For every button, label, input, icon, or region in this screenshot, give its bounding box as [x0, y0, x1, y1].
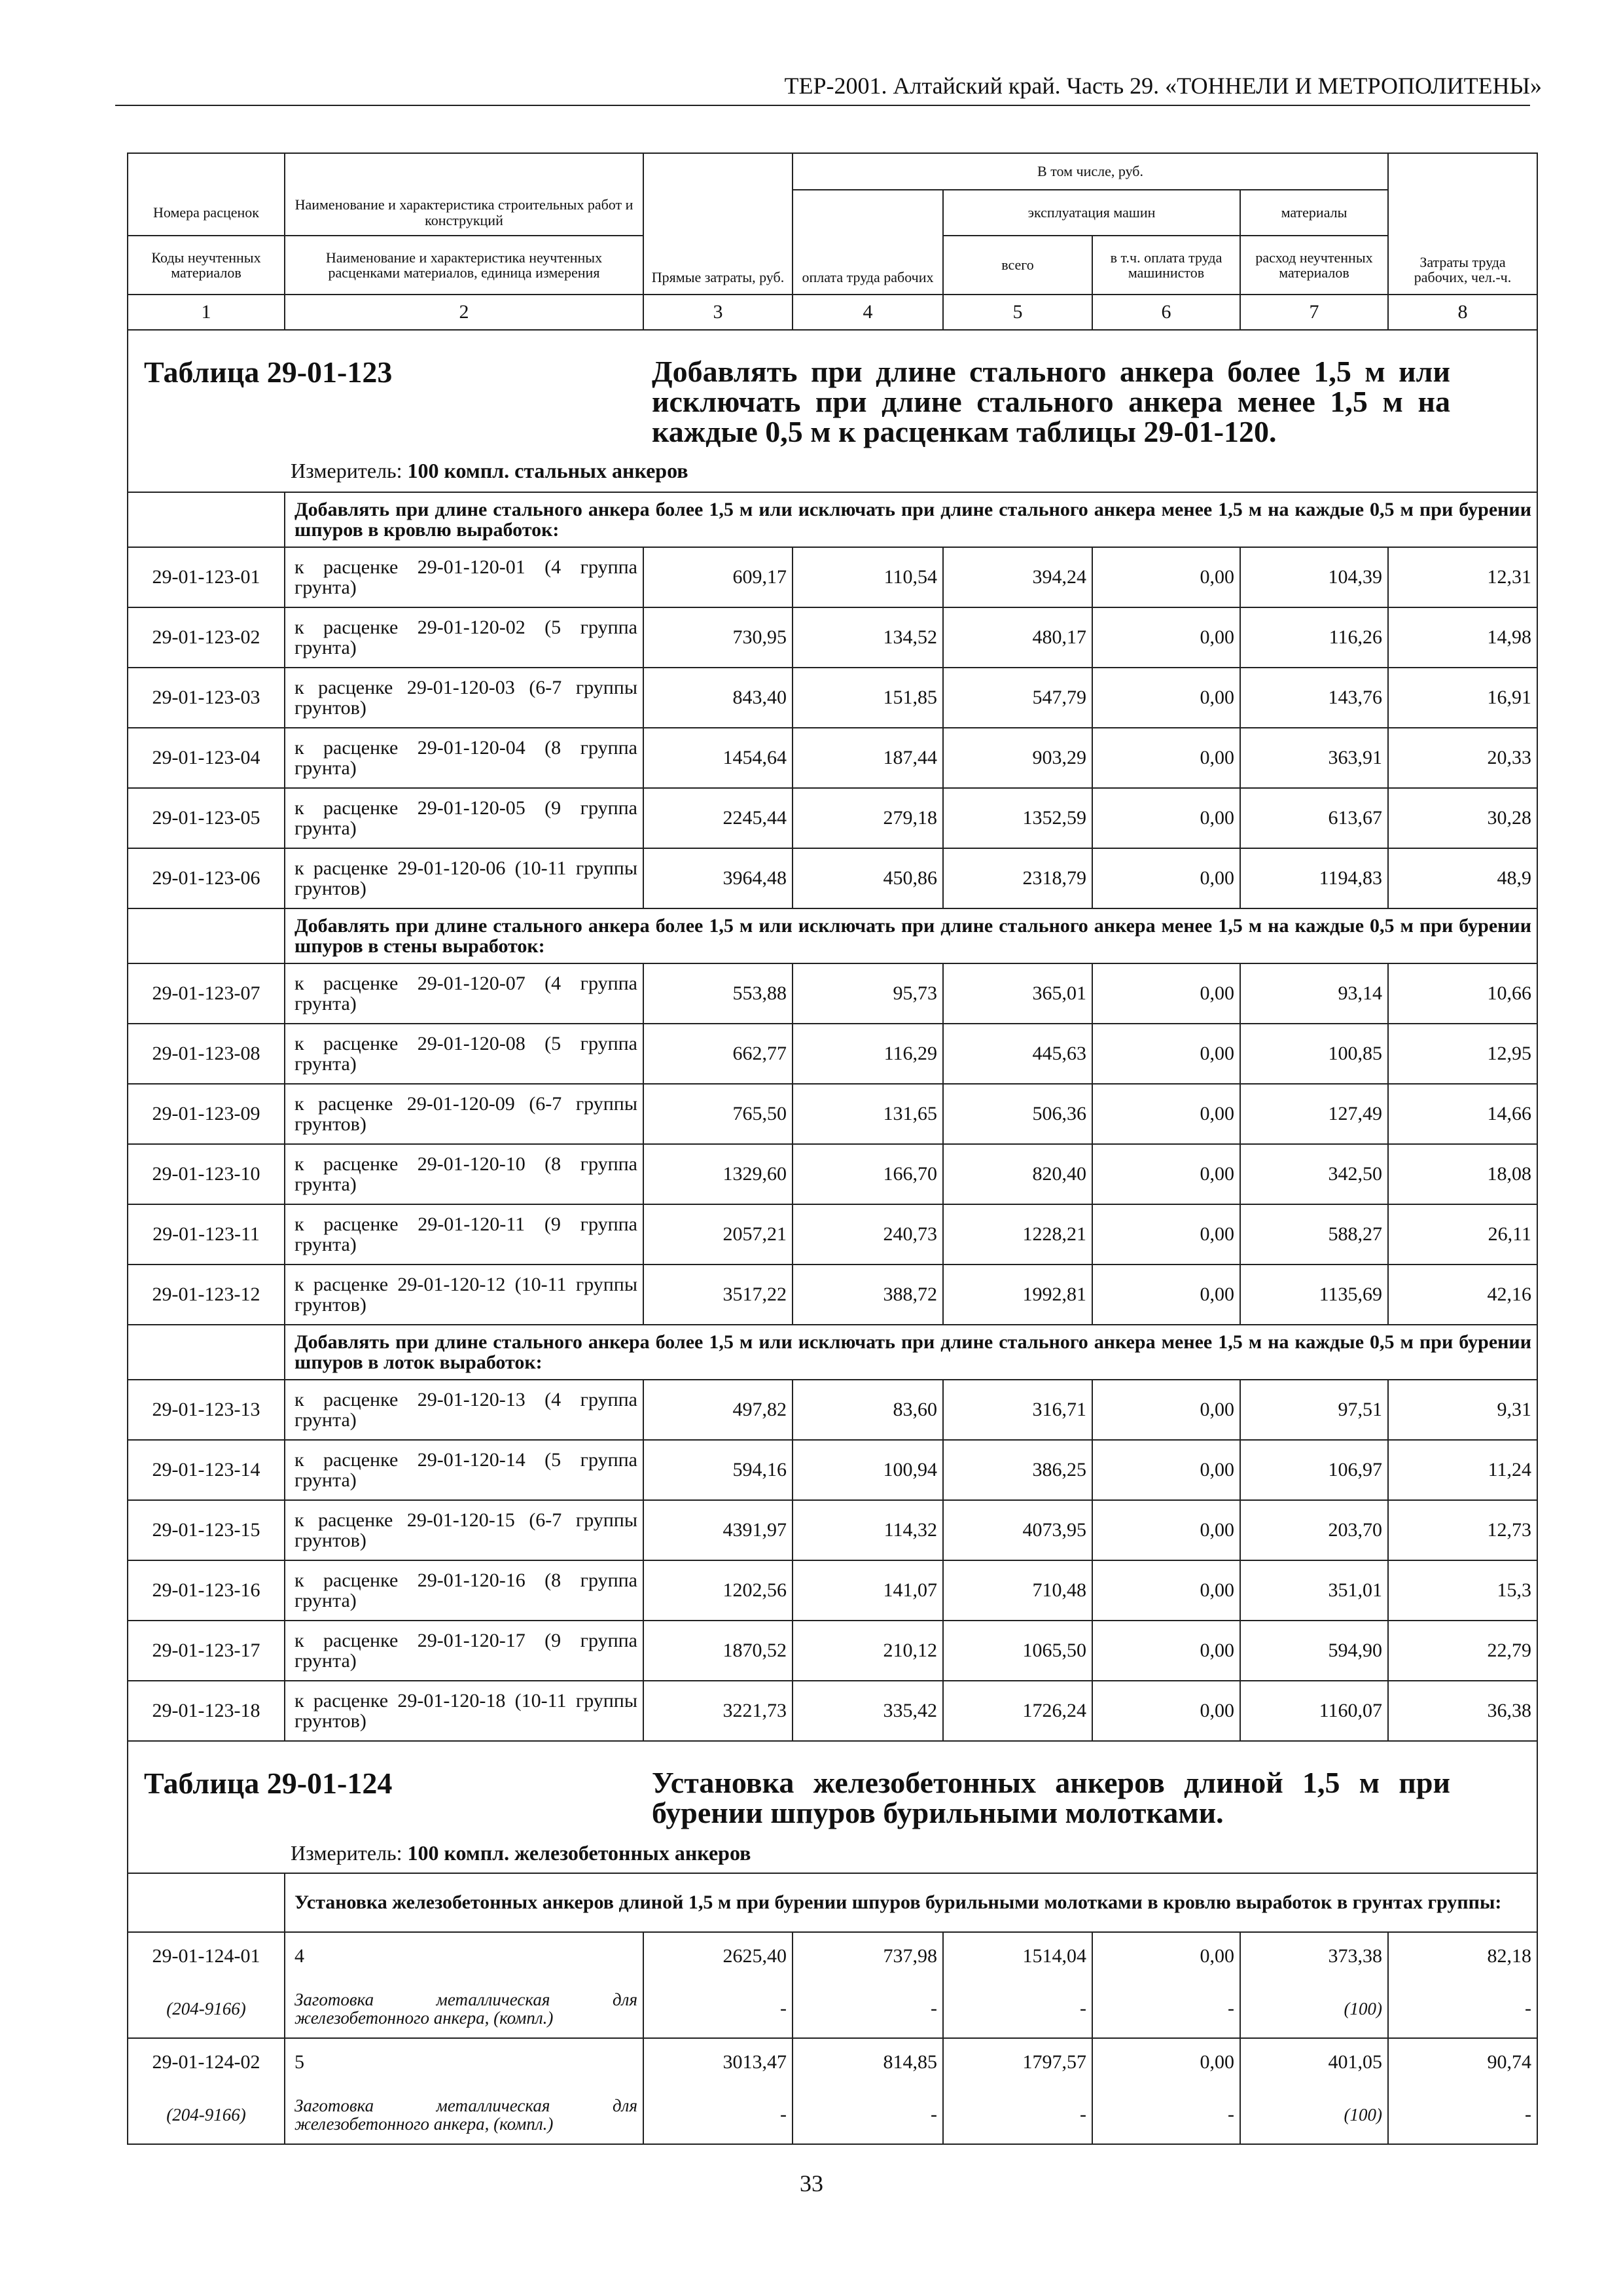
worker-wages: 210,12 [793, 1621, 943, 1681]
operator-wages: 0,00 [1092, 1144, 1240, 1204]
table-row [128, 1144, 1537, 1204]
material-code: (204-9166) [128, 1980, 285, 2038]
machines-total: 903,29 [943, 728, 1092, 788]
rate-code: 29-01-123-01 [128, 547, 285, 607]
machines-total: 1352,59 [943, 788, 1092, 848]
operator-wages: 0,00 [1092, 1560, 1240, 1621]
direct-costs: 497,82 [643, 1380, 793, 1440]
materials-cost: 93,14 [1240, 963, 1388, 1024]
price-table [127, 152, 1538, 2145]
table-row [128, 1681, 1537, 1741]
table-id: Таблица 29-01-123 [144, 355, 393, 389]
rate-code: 29-01-123-07 [128, 963, 285, 1024]
operator-wages: 0,00 [1092, 1500, 1240, 1560]
labor-hours: 15,3 [1388, 1560, 1537, 1621]
rate-name: к расценке 29-01-120-08 (5 группа грунта) [285, 1024, 643, 1084]
materials-cost: 97,51 [1240, 1380, 1388, 1440]
rate-code: 29-01-123-14 [128, 1440, 285, 1500]
operator-wages: 0,00 [1092, 1440, 1240, 1500]
rate-name: к расценке 29-01-120-07 (4 группа грунта) [285, 963, 643, 1024]
col-number: 5 [943, 295, 1092, 330]
labor-hours: 36,38 [1388, 1681, 1537, 1741]
direct-costs: 609,17 [643, 547, 793, 607]
material-quantity: (100) [1240, 1980, 1388, 2038]
worker-wages: 335,42 [793, 1681, 943, 1741]
labor-hours: 12,31 [1388, 547, 1537, 607]
materials-cost: 104,39 [1240, 547, 1388, 607]
direct-costs: 662,77 [643, 1024, 793, 1084]
table-row [128, 1024, 1537, 1084]
rate-code: 29-01-123-02 [128, 607, 285, 668]
machines-total: 2318,79 [943, 848, 1092, 908]
labor-hours: 42,16 [1388, 1265, 1537, 1325]
rate-code: 29-01-123-16 [128, 1560, 285, 1621]
material-direct: - [643, 2086, 793, 2144]
section-row [128, 908, 1537, 963]
worker-wages: 95,73 [793, 963, 943, 1024]
material-code: (204-9166) [128, 2086, 285, 2144]
rate-name: к расценке 29-01-120-09 (6-7 группы грунтов) [285, 1084, 643, 1144]
operator-wages: 0,00 [1092, 1621, 1240, 1681]
worker-wages: 187,44 [793, 728, 943, 788]
table-row [128, 607, 1537, 668]
col-direct-costs: Прямые затраты, руб. [643, 153, 793, 295]
material-operators: - [1092, 2086, 1240, 2144]
col-machines-total: всего [943, 236, 1092, 295]
material-operators: - [1092, 1980, 1240, 2038]
labor-hours: 12,95 [1388, 1024, 1537, 1084]
rate-name: 5 [285, 2038, 643, 2086]
direct-costs: 1329,60 [643, 1144, 793, 1204]
material-name: Заготовка металлическая для железобетонного анкера, (компл.) [285, 2086, 643, 2144]
section-title: Добавлять при длине стального анкера более 1,5 м или исключать при длине стального анкера менее 1,5 м на каждые 0,5 м при бурении шпуров в стены выработок: [285, 908, 1537, 963]
machines-total: 1992,81 [943, 1265, 1092, 1325]
machines-total: 480,17 [943, 607, 1092, 668]
rate-name: к расценке 29-01-120-01 (4 группа грунта) [285, 547, 643, 607]
machines-total: 1797,57 [943, 2038, 1092, 2086]
measure-value: 100 компл. стальных анкеров [407, 459, 688, 482]
rate-code: 29-01-123-04 [128, 728, 285, 788]
table-row [128, 547, 1537, 607]
labor-hours: 11,24 [1388, 1440, 1537, 1500]
col-number: 8 [1388, 295, 1537, 330]
direct-costs: 553,88 [643, 963, 793, 1024]
operator-wages: 0,00 [1092, 728, 1240, 788]
materials-cost: 401,05 [1240, 2038, 1388, 2086]
measure-label: Измеритель: [291, 459, 402, 482]
materials-cost: 613,67 [1240, 788, 1388, 848]
col-number: 6 [1092, 295, 1240, 330]
worker-wages: 240,73 [793, 1204, 943, 1265]
materials-cost: 100,85 [1240, 1024, 1388, 1084]
section-title: Установка железобетонных анкеров длиной 1,5 м при бурении шпуров бурильными молотками в кровлю выработок в грунтах группы: [285, 1873, 1537, 1932]
worker-wages: 450,86 [793, 848, 943, 908]
col-number: 2 [285, 295, 643, 330]
worker-wages: 131,65 [793, 1084, 943, 1144]
direct-costs: 3221,73 [643, 1681, 793, 1741]
worker-wages: 737,98 [793, 1932, 943, 1980]
material-name: Заготовка металлическая для железобетонного анкера, (компл.) [285, 1980, 643, 2038]
measure-value: 100 компл. железобетонных анкеров [407, 1841, 751, 1865]
direct-costs: 3964,48 [643, 848, 793, 908]
worker-wages: 814,85 [793, 2038, 943, 2086]
rate-code: 29-01-123-18 [128, 1681, 285, 1741]
table-title-row [128, 330, 1537, 492]
operator-wages: 0,00 [1092, 788, 1240, 848]
direct-costs: 843,40 [643, 668, 793, 728]
labor-hours: 30,28 [1388, 788, 1537, 848]
col-name-bottom: Наименование и характеристика неучтенных расценками материалов, единица измерения [285, 236, 643, 295]
direct-costs: 730,95 [643, 607, 793, 668]
table-row [128, 2038, 1537, 2086]
labor-hours: 12,73 [1388, 1500, 1537, 1560]
rate-code: 29-01-123-15 [128, 1500, 285, 1560]
rate-code: 29-01-123-12 [128, 1265, 285, 1325]
measure-label: Измеритель: [291, 1841, 402, 1865]
worker-wages: 100,94 [793, 1440, 943, 1500]
labor-hours: 22,79 [1388, 1621, 1537, 1681]
col-number: 3 [643, 295, 793, 330]
table-row [128, 1500, 1537, 1560]
materials-cost: 127,49 [1240, 1084, 1388, 1144]
table-row [128, 668, 1537, 728]
machines-total: 1228,21 [943, 1204, 1092, 1265]
rate-code: 29-01-123-10 [128, 1144, 285, 1204]
machines-total: 365,01 [943, 963, 1092, 1024]
labor-hours: 14,66 [1388, 1084, 1537, 1144]
material-row [128, 2086, 1537, 2144]
material-machines: - [943, 1980, 1092, 2038]
direct-costs: 1454,64 [643, 728, 793, 788]
rate-name: к расценке 29-01-120-12 (10-11 группы грунтов) [285, 1265, 643, 1325]
materials-cost: 143,76 [1240, 668, 1388, 728]
col-including: В том числе, руб. [793, 153, 1388, 190]
rate-name: к расценке 29-01-120-17 (9 группа грунта) [285, 1621, 643, 1681]
materials-cost: 203,70 [1240, 1500, 1388, 1560]
direct-costs: 3013,47 [643, 2038, 793, 2086]
machines-total: 394,24 [943, 547, 1092, 607]
table-row [128, 1084, 1537, 1144]
labor-hours: 10,66 [1388, 963, 1537, 1024]
machines-total: 1514,04 [943, 1932, 1092, 1980]
machines-total: 4073,95 [943, 1500, 1092, 1560]
table-row [128, 848, 1537, 908]
table-row [128, 1560, 1537, 1621]
worker-wages: 116,29 [793, 1024, 943, 1084]
material-direct: - [643, 1980, 793, 2038]
measure-unit [291, 460, 688, 482]
rate-name: к расценке 29-01-120-04 (8 группа грунта) [285, 728, 643, 788]
machines-total: 1065,50 [943, 1621, 1092, 1681]
materials-cost: 1160,07 [1240, 1681, 1388, 1741]
measure-unit [291, 1842, 751, 1865]
direct-costs: 4391,97 [643, 1500, 793, 1560]
table-row [128, 963, 1537, 1024]
materials-cost: 106,97 [1240, 1440, 1388, 1500]
rate-name: к расценке 29-01-120-02 (5 группа грунта) [285, 607, 643, 668]
material-wages: - [793, 2086, 943, 2144]
rate-code: 29-01-123-03 [128, 668, 285, 728]
header-rule [115, 105, 1530, 106]
material-row [128, 1980, 1537, 2038]
direct-costs: 2057,21 [643, 1204, 793, 1265]
col-code-bottom: Коды неучтенных материалов [128, 236, 285, 295]
col-number: 4 [793, 295, 943, 330]
col-labor-costs: Затраты труда рабочих, чел.-ч. [1388, 153, 1537, 295]
machines-total: 710,48 [943, 1560, 1092, 1621]
machines-total: 445,63 [943, 1024, 1092, 1084]
worker-wages: 388,72 [793, 1265, 943, 1325]
machines-total: 1726,24 [943, 1681, 1092, 1741]
materials-cost: 363,91 [1240, 728, 1388, 788]
labor-hours: 18,08 [1388, 1144, 1537, 1204]
material-machines: - [943, 2086, 1092, 2144]
materials-cost: 351,01 [1240, 1560, 1388, 1621]
table-row [128, 1440, 1537, 1500]
labor-hours: 48,9 [1388, 848, 1537, 908]
worker-wages: 114,32 [793, 1500, 943, 1560]
rate-name: к расценке 29-01-120-10 (8 группа грунта) [285, 1144, 643, 1204]
rate-name: к расценке 29-01-120-03 (6-7 группы грунтов) [285, 668, 643, 728]
rate-name: к расценке 29-01-120-18 (10-11 группы грунтов) [285, 1681, 643, 1741]
rate-code: 29-01-123-08 [128, 1024, 285, 1084]
table-row [128, 1932, 1537, 1980]
rate-name: к расценке 29-01-120-05 (9 группа грунта) [285, 788, 643, 848]
rate-code: 29-01-123-09 [128, 1084, 285, 1144]
table-id: Таблица 29-01-124 [144, 1767, 393, 1800]
table-title: Добавлять при длине стального анкера более 1,5 м или исключать при длине стального анкера менее 1,5 м на каждые 0,5 м к расценкам таблицы 29-01-120. [652, 355, 1450, 448]
worker-wages: 166,70 [793, 1144, 943, 1204]
col-operator-wages: в т.ч. оплата труда машинистов [1092, 236, 1240, 295]
materials-cost: 594,90 [1240, 1621, 1388, 1681]
table-row [128, 788, 1537, 848]
worker-wages: 279,18 [793, 788, 943, 848]
rate-name: к расценке 29-01-120-16 (8 группа грунта) [285, 1560, 643, 1621]
material-wages: - [793, 1980, 943, 2038]
labor-hours: 26,11 [1388, 1204, 1537, 1265]
direct-costs: 1202,56 [643, 1560, 793, 1621]
section-row [128, 1873, 1537, 1932]
col-material-use: расход неучтенных материалов [1240, 236, 1388, 295]
rate-name: 4 [285, 1932, 643, 1980]
operator-wages: 0,00 [1092, 547, 1240, 607]
labor-hours: 90,74 [1388, 2038, 1537, 2086]
rate-code: 29-01-123-05 [128, 788, 285, 848]
direct-costs: 2625,40 [643, 1932, 793, 1980]
col-name-top: Наименование и характеристика строительных работ и конструкций [285, 190, 643, 236]
rate-name: к расценке 29-01-120-14 (5 группа грунта) [285, 1440, 643, 1500]
labor-hours: 82,18 [1388, 1932, 1537, 1980]
col-number: 7 [1240, 295, 1388, 330]
col-code-top: Номера расценок [128, 190, 285, 236]
col-name-top-spacer [285, 153, 643, 190]
worker-wages: 110,54 [793, 547, 943, 607]
rate-code: 29-01-123-17 [128, 1621, 285, 1681]
rate-name: к расценке 29-01-120-06 (10-11 группы грунтов) [285, 848, 643, 908]
operator-wages: 0,00 [1092, 1204, 1240, 1265]
material-quantity: (100) [1240, 2086, 1388, 2144]
direct-costs: 594,16 [643, 1440, 793, 1500]
material-labor: - [1388, 1980, 1537, 2038]
rate-code: 29-01-124-02 [128, 2038, 285, 2086]
material-labor: - [1388, 2086, 1537, 2144]
worker-wages: 141,07 [793, 1560, 943, 1621]
operator-wages: 0,00 [1092, 1265, 1240, 1325]
materials-cost: 342,50 [1240, 1144, 1388, 1204]
materials-cost: 116,26 [1240, 607, 1388, 668]
table-row [128, 1265, 1537, 1325]
machines-total: 386,25 [943, 1440, 1092, 1500]
operator-wages: 0,00 [1092, 607, 1240, 668]
table-row [128, 1204, 1537, 1265]
operator-wages: 0,00 [1092, 963, 1240, 1024]
col-materials: материалы [1240, 190, 1388, 236]
rate-name: к расценке 29-01-120-11 (9 группа грунта) [285, 1204, 643, 1265]
col-number: 1 [128, 295, 285, 330]
table-title: Установка железобетонных анкеров длиной 1,5 м при бурении шпуров бурильными молотками. [652, 1766, 1450, 1829]
col-machines: эксплуатация машин [943, 190, 1240, 236]
operator-wages: 0,00 [1092, 1380, 1240, 1440]
table-row [128, 1621, 1537, 1681]
table-row [128, 1380, 1537, 1440]
section-row [128, 492, 1537, 547]
direct-costs: 3517,22 [643, 1265, 793, 1325]
machines-total: 316,71 [943, 1380, 1092, 1440]
labor-hours: 14,98 [1388, 607, 1537, 668]
operator-wages: 0,00 [1092, 1681, 1240, 1741]
page-number: 33 [800, 2170, 823, 2197]
machines-total: 820,40 [943, 1144, 1092, 1204]
table-row [128, 728, 1537, 788]
worker-wages: 134,52 [793, 607, 943, 668]
rate-code: 29-01-123-13 [128, 1380, 285, 1440]
col-code-top-spacer [128, 153, 285, 190]
machines-total: 547,79 [943, 668, 1092, 728]
section-title: Добавлять при длине стального анкера более 1,5 м или исключать при длине стального анкера менее 1,5 м на каждые 0,5 м при бурении шпуров в лоток выработок: [285, 1325, 1537, 1380]
operator-wages: 0,00 [1092, 848, 1240, 908]
running-header: ТЕР-2001. Алтайский край. Часть 29. «ТОННЕЛИ И МЕТРОПОЛИТЕНЫ» [784, 73, 1542, 99]
rate-code: 29-01-123-11 [128, 1204, 285, 1265]
operator-wages: 0,00 [1092, 668, 1240, 728]
operator-wages: 0,00 [1092, 1084, 1240, 1144]
labor-hours: 9,31 [1388, 1380, 1537, 1440]
operator-wages: 0,00 [1092, 1024, 1240, 1084]
operator-wages: 0,00 [1092, 2038, 1240, 2086]
worker-wages: 83,60 [793, 1380, 943, 1440]
section-title: Добавлять при длине стального анкера более 1,5 м или исключать при длине стального анкера менее 1,5 м на каждые 0,5 м при бурении шпуров в кровлю выработок: [285, 492, 1537, 547]
materials-cost: 588,27 [1240, 1204, 1388, 1265]
materials-cost: 373,38 [1240, 1932, 1388, 1980]
labor-hours: 16,91 [1388, 668, 1537, 728]
col-worker-wages: оплата труда рабочих [793, 190, 943, 295]
direct-costs: 765,50 [643, 1084, 793, 1144]
worker-wages: 151,85 [793, 668, 943, 728]
machines-total: 506,36 [943, 1084, 1092, 1144]
rate-code: 29-01-124-01 [128, 1932, 285, 1980]
materials-cost: 1135,69 [1240, 1265, 1388, 1325]
section-row [128, 1325, 1537, 1380]
labor-hours: 20,33 [1388, 728, 1537, 788]
direct-costs: 2245,44 [643, 788, 793, 848]
materials-cost: 1194,83 [1240, 848, 1388, 908]
direct-costs: 1870,52 [643, 1621, 793, 1681]
rate-code: 29-01-123-06 [128, 848, 285, 908]
rate-name: к расценке 29-01-120-15 (6-7 группы грунтов) [285, 1500, 643, 1560]
operator-wages: 0,00 [1092, 1932, 1240, 1980]
table-title-row [128, 1741, 1537, 1873]
rate-name: к расценке 29-01-120-13 (4 группа грунта) [285, 1380, 643, 1440]
